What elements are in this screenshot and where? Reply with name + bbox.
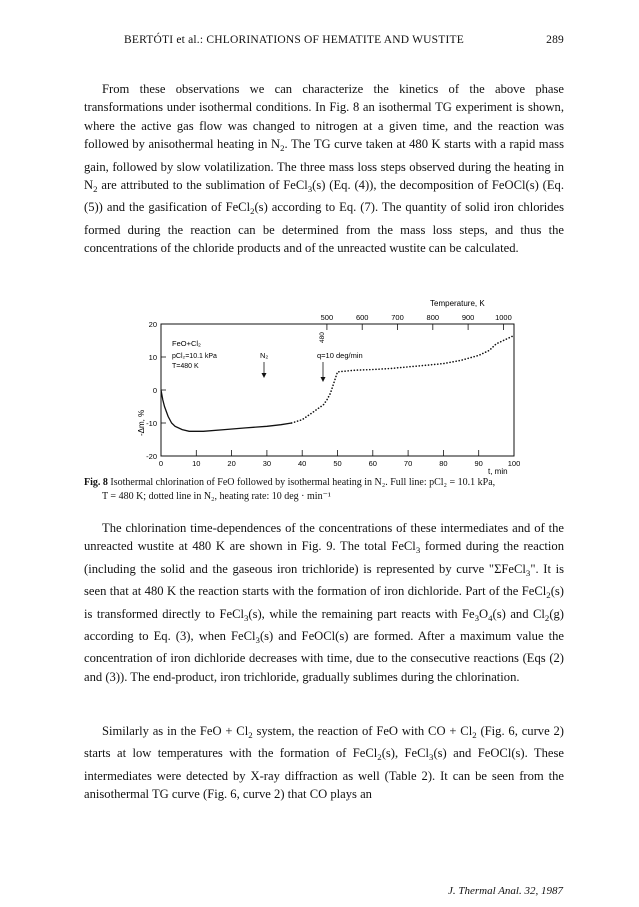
series-dotted-line xyxy=(292,336,514,424)
y-axis-ticks xyxy=(146,320,166,461)
x-tick-label: 40 xyxy=(298,459,307,468)
figure-8 xyxy=(84,296,564,476)
x-tick-label: 80 xyxy=(439,459,448,468)
x-tick-label: 10 xyxy=(192,459,201,468)
x-axis-ticks xyxy=(159,450,520,468)
running-header xyxy=(84,34,564,52)
x-tick-label: 60 xyxy=(368,459,377,468)
x-tick-label: 30 xyxy=(262,459,272,468)
y-tick-label: 20 xyxy=(148,320,157,329)
caption-label: Fig. 8 xyxy=(84,477,108,488)
paragraph-1: From these observations we can characterize the kinetics of the above phase transformations under isothermal conditions. In Fig. 8 an isothermal TG experiment is shown, where the active gas flow was changed to nitrogen at a given time, and the reaction was followed by anisothermal heating in $N_2$. The TG curve taken at 480 K starts with a rapid mass gain, followed by slow volatilization. The three mass loss steps observed during the heating in $N_2$ are attributed to the sublimation of FeCl$_3$(s) (Eq. (4)), the decomposition of FeOCl(s) (Eq. (5)) and the gasification of FeCl$_2$(s) according to Eq. (7). The quantity of solid iron chlorides formed during the reaction can be determined from the mass loss steps, and thus the concentrations of the chloride products and of the unreacted wustite can be calculated. xyxy=(84,82,565,256)
data-series xyxy=(161,336,514,432)
paragraph-2: The chlorination time-dependences of the concentrations of these intermediates and of the unreacted wustite at 480 K are shown in Fig. 9. The total FeCl$_3$ formed during the reaction (including the solid and the gaseous iron trichloride) is represented by curve "ΣFeCl$_3$". It is seen that at 480 K the reaction starts with the formation of iron dichloride. Part of the FeCl$_2$(s) is transformed directly to FeCl$_3$(s), while the remaining part reacts with $Fe_3O_4(s)$ and $Cl_2(g)$ according to Eq. (3), when FeCl$_3$(s) and FeOCl(s) are formed. After a maximum value the concentration of iron dichloride decreases with time, due to the consecutive reactions (Eqs (2) and (3)). The end-product, iron trichloride, gradually sublimes during the chlorination. xyxy=(84,521,565,684)
annotation-pressure: pCl₂=10.1 kPa xyxy=(172,353,217,360)
annotation-reactant: FeO+Cl₂ xyxy=(172,339,201,348)
plot-frame xyxy=(161,324,514,456)
x-tick-label: 90 xyxy=(474,459,483,468)
gas-switch-arrowhead xyxy=(262,373,267,378)
figure-caption xyxy=(84,476,564,504)
x-tick-label: 20 xyxy=(227,459,236,468)
page-number: 289 xyxy=(546,34,564,46)
x-tick-label: 50 xyxy=(333,459,342,468)
annotation-480-marker: 480 xyxy=(319,332,326,343)
series-solid-line xyxy=(161,390,292,431)
top-tick-label: 500 xyxy=(320,313,334,322)
caption-line-2: T = 480 K; dotted line in N₂, heating rate: 10 deg · min⁻¹ xyxy=(102,491,331,502)
top-tick-label: 700 xyxy=(391,313,404,322)
top-axis-label: Temperature, K xyxy=(430,299,485,308)
top-tick-label: 900 xyxy=(461,313,475,322)
y-tick-label: 10 xyxy=(148,353,157,362)
y-tick-label: 0 xyxy=(152,386,157,395)
paragraph-3: Similarly as in the FeO + $Cl_2$ system, the reaction of FeO with CO + $Cl_2$ (Fig. 6, curve 2) starts at low temperatures with the formation of FeCl$_2$(s), FeCl$_3$(s) and FeOCl(s). These intermediates were detected by X-ray diffraction as well (Table 2). It can be seen from the anisothermal TG curve (Fig. 6, curve 2) that CO plays an xyxy=(84,724,565,802)
annotation-temperature: T=480 K xyxy=(172,363,199,370)
x-tick-label: 70 xyxy=(403,459,413,468)
y-tick-label: -10 xyxy=(146,419,157,428)
x-tick-label: 0 xyxy=(158,459,164,468)
running-title: BERTÓTI et al.: CHLORINATIONS OF HEMATITE AND WUSTITE xyxy=(124,34,464,46)
caption-line-1: Isothermal chlorination of FeO followed by isothermal heating in N₂. Full line: pCl₂ = 10.1 kPa, xyxy=(110,477,496,488)
heating-start-arrowhead xyxy=(321,377,326,382)
journal-footer: J. Thermal Anal. 32, 1987 xyxy=(448,885,563,897)
top-tick-label: 800 xyxy=(426,313,440,322)
y-axis-label: -Δm, % xyxy=(137,409,146,436)
top-axis-ticks xyxy=(321,313,512,330)
x-tick-label: 100 xyxy=(507,459,521,468)
annotation-heating-rate: q=10 deg/min xyxy=(317,351,363,360)
tg-chart xyxy=(84,296,564,476)
annotation-gas-switch: N₂ xyxy=(260,351,269,360)
top-tick-label: 1000 xyxy=(495,313,512,322)
y-tick-label: -20 xyxy=(146,452,157,461)
top-tick-label: 600 xyxy=(355,313,369,322)
x-axis-label: t, min xyxy=(488,467,508,476)
